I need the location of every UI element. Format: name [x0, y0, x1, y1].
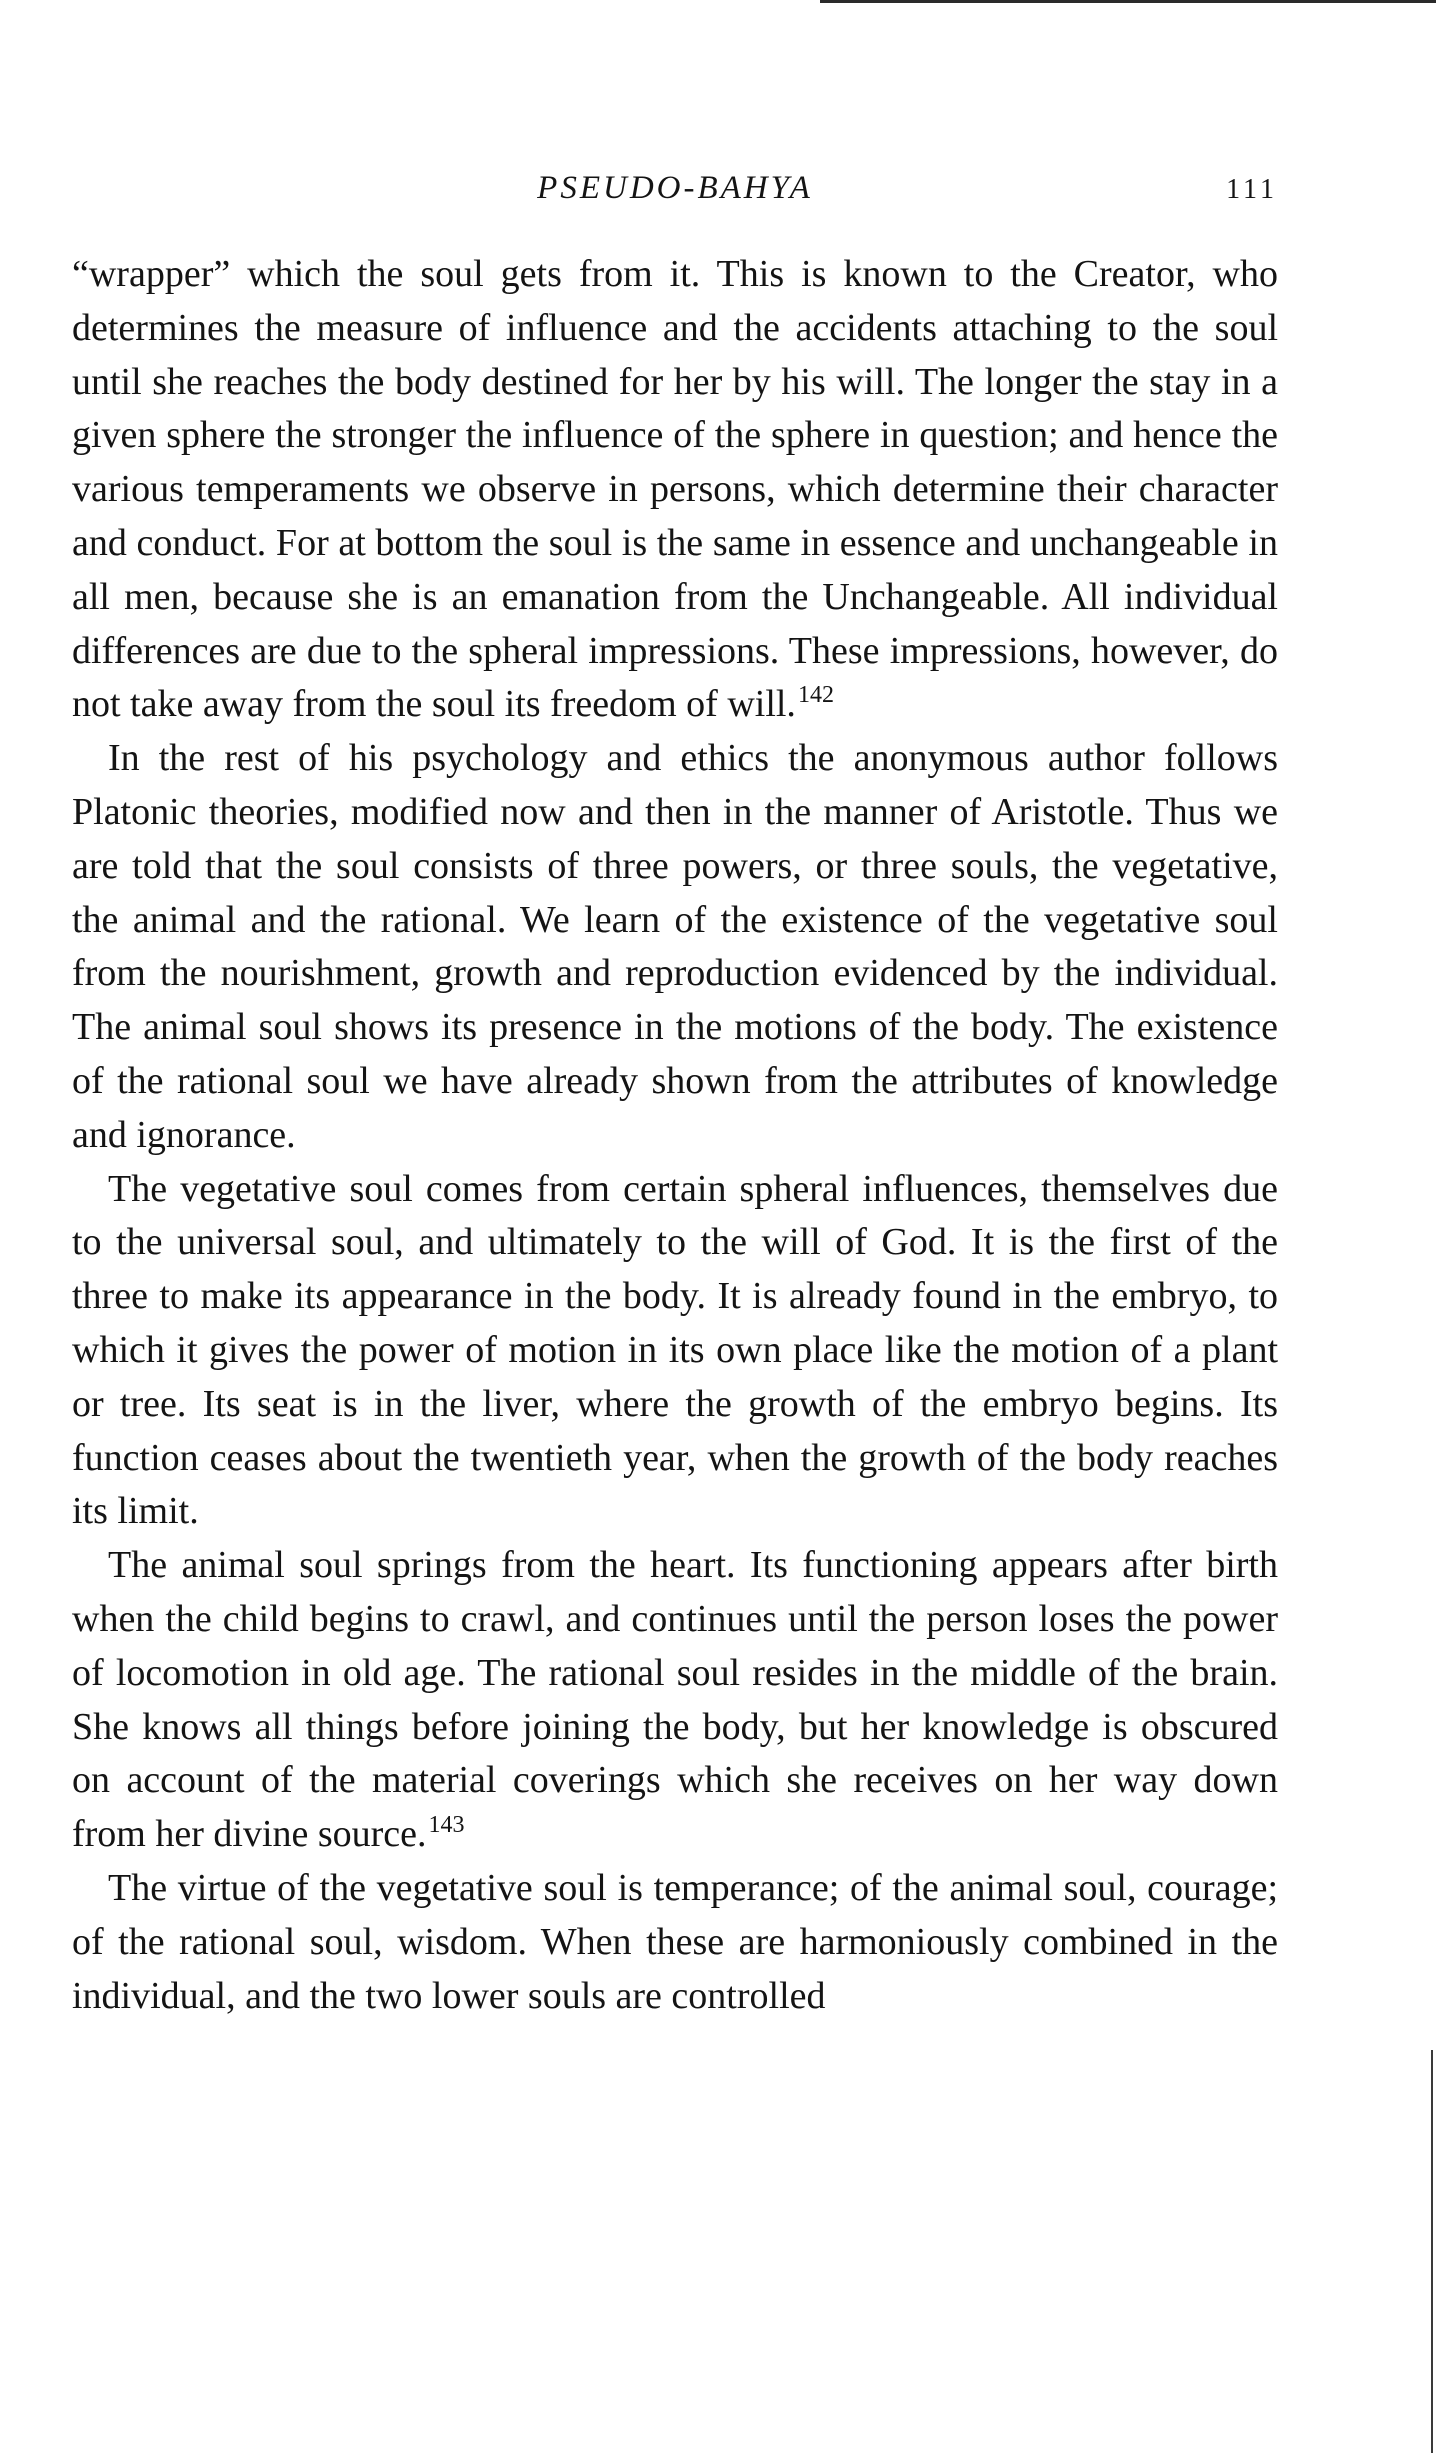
running-head [72, 168, 1278, 212]
paragraph-text: In the rest of his psychology and ethics the anonymous author follows Platonic theories, modified now and then in the manner of Aristotle. Thus we are told that the soul consists of three powers, or three souls, the vegetative, the animal and the rational. We learn of the existence of the vegetative soul from the nourishment, growth and reproduction evidenced by the individual. The animal soul shows its presence in the motions of the body. The existence of the rational soul we have already shown from the attributes of knowledge and ignorance. [72, 737, 1278, 1156]
paragraph-2 [72, 732, 1278, 1162]
page-number: 111 [1226, 174, 1278, 205]
paragraph-text: The vegetative soul comes from certain spheral influences, themselves due to the universal soul, and ultimately to the will of God. It is the first of the three to make its appearance in the body. It is already found in the embryo, to which it gives the power of motion in its own place like the motion of a plant or tree. Its seat is in the liver, where the growth of the embryo begins. Its function ceases about the twentieth year, when the growth of the body reaches its limit. [72, 1167, 1278, 1533]
footnote-ref-142: 142 [797, 682, 834, 709]
footnote-ref-143: 143 [428, 1812, 465, 1839]
top-edge-rule [820, 0, 1436, 3]
running-title: PSEUDO-BAHYA [537, 170, 813, 206]
right-edge-rule [1431, 2050, 1433, 2453]
paragraph-5 [72, 1862, 1278, 2023]
paragraph-text: The virtue of the vegetative soul is temperance; of the animal soul, courage; of the rational soul, wisdom. When these are harmoniously combined in the individual, and the two lower souls are controlled [72, 1866, 1278, 2017]
paragraph-text: “wrapper” which the soul gets from it. This is known to the Creator, who determines the measure of influence and the accidents attaching to the soul until she reaches the body destined for her by his will. The longer the stay in a given sphere the stronger the influence of the sphere in question; and hence the various temperaments we observe in persons, which determine their character and conduct. For at bottom the soul is the same in essence and unchangeable in all men, because she is an emanation from the Unchangeable. All individual differences are due to the spheral impressions. These impressions, however, do not take away from the soul its freedom of will. [72, 253, 1278, 726]
paragraph-1 [72, 248, 1278, 732]
paragraph-3 [72, 1163, 1278, 1540]
paragraph-4 [72, 1539, 1278, 1862]
page-body [72, 248, 1278, 2023]
paragraph-text: The animal soul springs from the heart. Its functioning appears after birth when the child begins to crawl, and continues until the person loses the power of locomotion in old age. The rational soul resides in the middle of the brain. She knows all things before joining the body, but her knowledge is obscured on account of the material coverings which she receives on her way down from her divine source. [72, 1544, 1278, 1856]
